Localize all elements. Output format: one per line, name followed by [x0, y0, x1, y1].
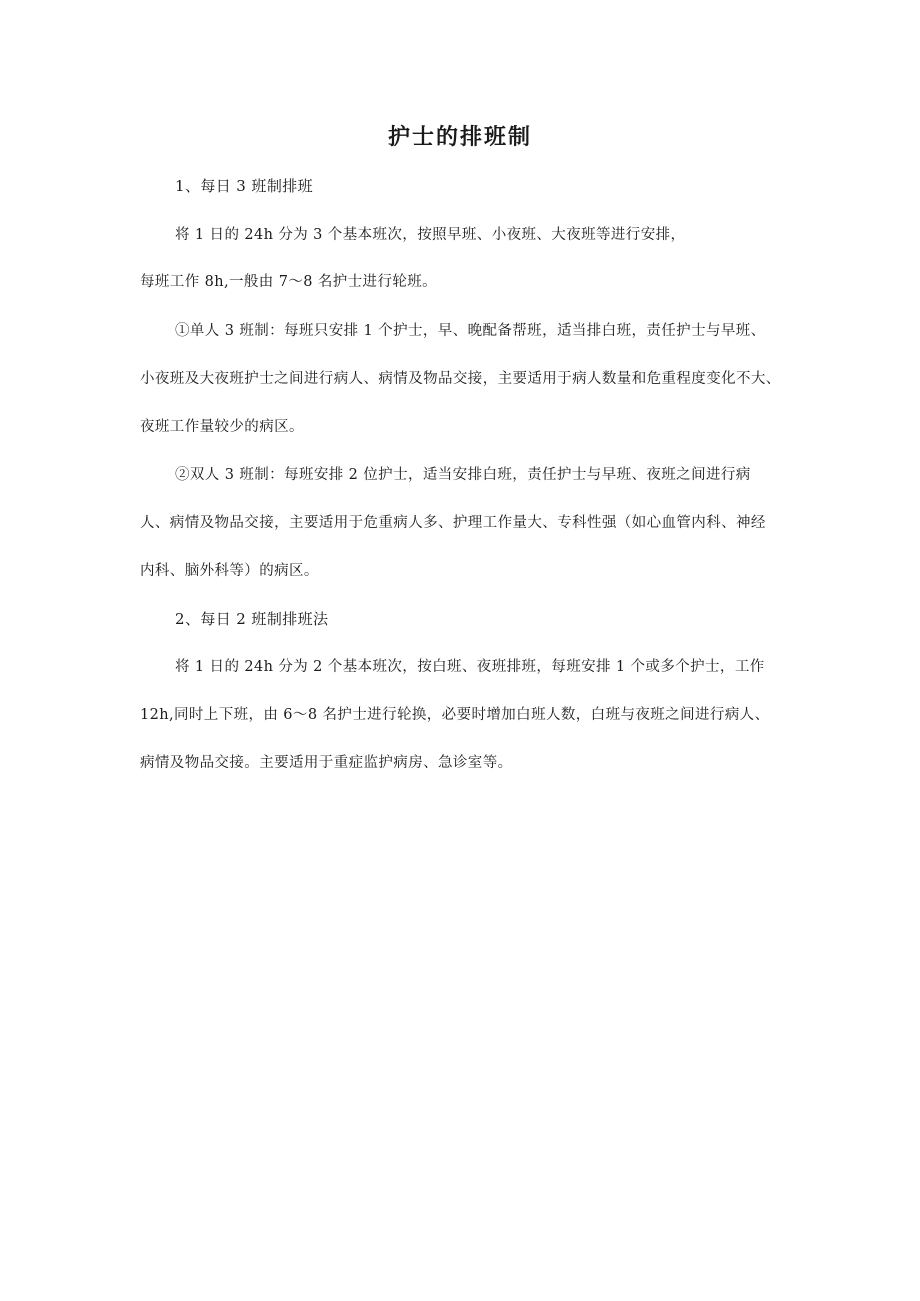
section-heading-1: 1、每日 3 班制排班	[175, 177, 314, 195]
section-heading-2: 2、每日 2 班制排班法	[175, 610, 329, 628]
paragraph-line: 将 1 日的 24h 分为 2 个基本班次，按白班、夜班排班，每班安排 1 个或多个护士，工作	[175, 659, 765, 675]
paragraph-line: 小夜班及大夜班护士之间进行病人、病情及物品交接，主要适用于病人数量和危重程度变化不大、	[140, 371, 781, 387]
paragraph-line: ②双人 3 班制：每班安排 2 位护士，适当安排白班，责任护士与早班、夜班之间进行病	[175, 467, 751, 483]
paragraph-line: 每班工作 8h,一般由 7～8 名护士进行轮班。	[140, 274, 438, 290]
paragraph-line: ①单人 3 班制：每班只安排 1 个护士，早、晚配备帮班，适当排白班，责任护士与早班、	[175, 323, 766, 339]
paragraph-line: 12h,同时上下班，由 6～8 名护士进行轮换，必要时增加白班人数，白班与夜班之间进行病人、	[140, 707, 770, 723]
paragraph-line: 内科、脑外科等）的病区。	[140, 563, 319, 579]
paragraph-line: 病情及物品交接。主要适用于重症监护病房、急诊室等。	[140, 755, 513, 771]
paragraph-line: 人、病情及物品交接，主要适用于危重病人多、护理工作量大、专科性强（如心血管内科、神经	[140, 515, 766, 531]
document-title: 护士的排班制	[387, 125, 532, 150]
paragraph-line: 将 1 日的 24h 分为 3 个基本班次，按照早班、小夜班、大夜班等进行安排，	[175, 227, 686, 243]
paragraph-line: 夜班工作量较少的病区。	[140, 419, 304, 435]
